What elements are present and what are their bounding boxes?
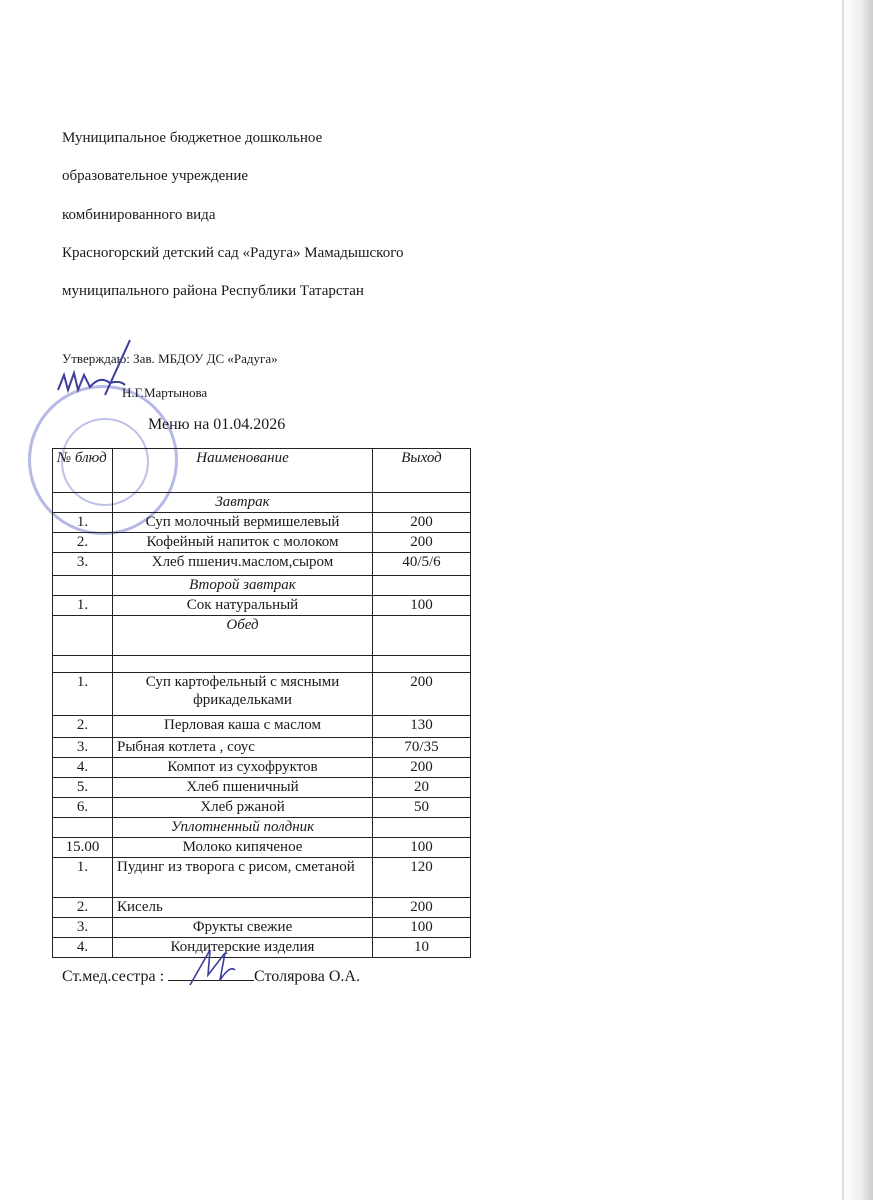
section-title: Обед [113,616,373,656]
empty-cell [53,576,113,596]
section-row [53,616,471,656]
dish-output: 200 [373,533,471,553]
dish-number: 3. [53,918,113,938]
header-output: Выход [373,449,471,493]
header-number: № блюд [53,449,113,493]
dish-output: 120 [373,858,471,898]
dish-number: 2. [53,716,113,738]
table-row [53,918,471,938]
dish-name [113,656,373,673]
dish-output: 200 [373,513,471,533]
dish-output: 100 [373,596,471,616]
empty-cell [53,493,113,513]
table-row [53,738,471,758]
empty-cell [373,493,471,513]
dish-number: 3. [53,738,113,758]
nurse-name: Столярова О.А. [254,968,360,985]
dish-name: Хлеб пшеничный [113,778,373,798]
table-row [53,778,471,798]
approval-text: Утверждаю: Зав. МБДОУ ДС «Радуга» [62,351,278,366]
dish-name: Фрукты свежие [113,918,373,938]
table-row [53,533,471,553]
table-row [53,716,471,738]
empty-cell [373,576,471,596]
table-row [53,938,471,958]
director-name: Н.Г.Мартынова [122,385,208,400]
table-row [53,898,471,918]
dish-name: Хлеб ржаной [113,798,373,818]
dish-number: 4. [53,938,113,958]
table-row [53,858,471,898]
dish-number: 3. [53,553,113,576]
dish-number: 1. [53,513,113,533]
org-line: образовательное учреждение [62,168,249,184]
table-row [53,553,471,576]
dish-name: Рыбная котлета , соус [113,738,373,758]
dish-output: 200 [373,898,471,918]
dish-name: Суп молочный вермишелевый [113,513,373,533]
nurse-label: Ст.мед.сестра : [62,968,165,985]
scan-edge [843,0,873,1200]
dish-number: 1. [53,858,113,898]
table-row [53,673,471,716]
nurse-signature [180,945,240,995]
dish-name: Молоко кипяченое [113,838,373,858]
dish-output: 50 [373,798,471,818]
dish-name: Кисель [113,898,373,918]
empty-cell [373,818,471,838]
dish-output: 100 [373,838,471,858]
section-title: Завтрак [113,493,373,513]
dish-output: 130 [373,716,471,738]
org-line: комбинированного вида [62,207,216,223]
dish-output: 40/5/6 [373,553,471,576]
table-row [53,838,471,858]
dish-output [373,656,471,673]
dish-number: 1. [53,596,113,616]
section-title: Уплотненный полдник [113,818,373,838]
table-row [53,596,471,616]
scan-edge-line [842,0,844,1200]
dish-name: Хлеб пшенич.маслом,сыром [113,553,373,576]
dish-name: Пудинг из творога с рисом, сметаной [113,858,373,898]
director-signature [50,335,140,415]
menu-table [52,448,471,958]
org-line: муниципального района Республики Татарстан [62,283,364,299]
dish-name: Перловая каша с маслом [113,716,373,738]
dish-number [53,656,113,673]
org-line: Муниципальное бюджетное дошкольное [62,130,323,146]
table-header-row [53,449,471,493]
dish-number: 1. [53,673,113,716]
dish-output: 20 [373,778,471,798]
dish-number: 2. [53,898,113,918]
dish-name: Сок натуральный [113,596,373,616]
dish-name: Кондитерские изделия [113,938,373,958]
dish-number: 5. [53,778,113,798]
table-row [53,798,471,818]
header-name: Наименование [113,449,373,493]
table-row [53,656,471,673]
dish-number: 4. [53,758,113,778]
dish-output: 200 [373,758,471,778]
dish-name: Кофейный напиток с молоком [113,533,373,553]
dish-number: 15.00 [53,838,113,858]
section-title: Второй завтрак [113,576,373,596]
dish-output: 200 [373,673,471,716]
dish-output: 70/35 [373,738,471,758]
menu-title: Меню на 01.04.2026 [148,416,286,433]
section-row [53,818,471,838]
dish-output: 10 [373,938,471,958]
dish-output: 100 [373,918,471,938]
dish-name: Компот из сухофруктов [113,758,373,778]
org-line: Красногорский детский сад «Радуга» Мамадышского [62,245,404,261]
table-row [53,758,471,778]
section-row [53,493,471,513]
dish-number: 2. [53,533,113,553]
empty-cell [373,616,471,656]
dish-name: Суп картофельный с мясными фрикадельками [113,673,373,716]
dish-number: 6. [53,798,113,818]
table-row [53,513,471,533]
empty-cell [53,616,113,656]
empty-cell [53,818,113,838]
section-row [53,576,471,596]
